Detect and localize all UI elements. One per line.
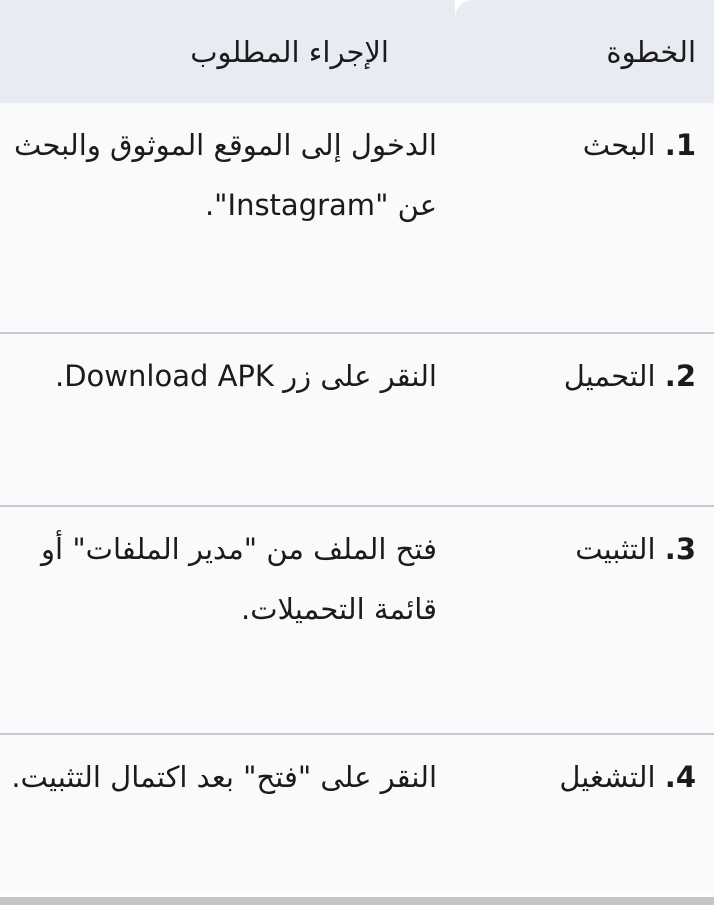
step-cell [455, 333, 714, 506]
step-label: التحميل [563, 359, 656, 393]
table-header [0, 0, 714, 103]
action-text: النقر على "فتح" بعد اكتمال التثبيت. [11, 760, 437, 794]
step-cell [455, 103, 714, 333]
step-cell [455, 734, 714, 893]
bottom-bar [0, 897, 714, 905]
step-number: 2. [664, 359, 696, 393]
step-label: البحث [582, 128, 656, 162]
header-row [0, 0, 714, 103]
step-number: 1. [664, 128, 696, 162]
action-cell [0, 333, 455, 506]
action-text: الدخول إلى الموقع الموثوق والبحث عن "Instagram". [13, 128, 437, 222]
action-text: النقر على زر Download APK. [55, 359, 437, 393]
step-number: 3. [664, 532, 696, 566]
table-row [0, 734, 714, 893]
action-cell [0, 506, 455, 734]
step-number: 4. [664, 760, 696, 794]
column-header-step: الخطوة [455, 0, 714, 103]
column-header-action: الإجراء المطلوب [0, 0, 455, 103]
table-row [0, 333, 714, 506]
step-label: التثبيت [575, 532, 656, 566]
action-cell [0, 734, 455, 893]
table-row [0, 103, 714, 333]
table-body [0, 103, 714, 893]
step-label: التشغيل [559, 760, 656, 794]
action-cell [0, 103, 455, 333]
table-row [0, 506, 714, 734]
step-cell [455, 506, 714, 734]
action-text: فتح الملف من "مدير الملفات" أو قائمة التحميلات. [41, 532, 437, 626]
